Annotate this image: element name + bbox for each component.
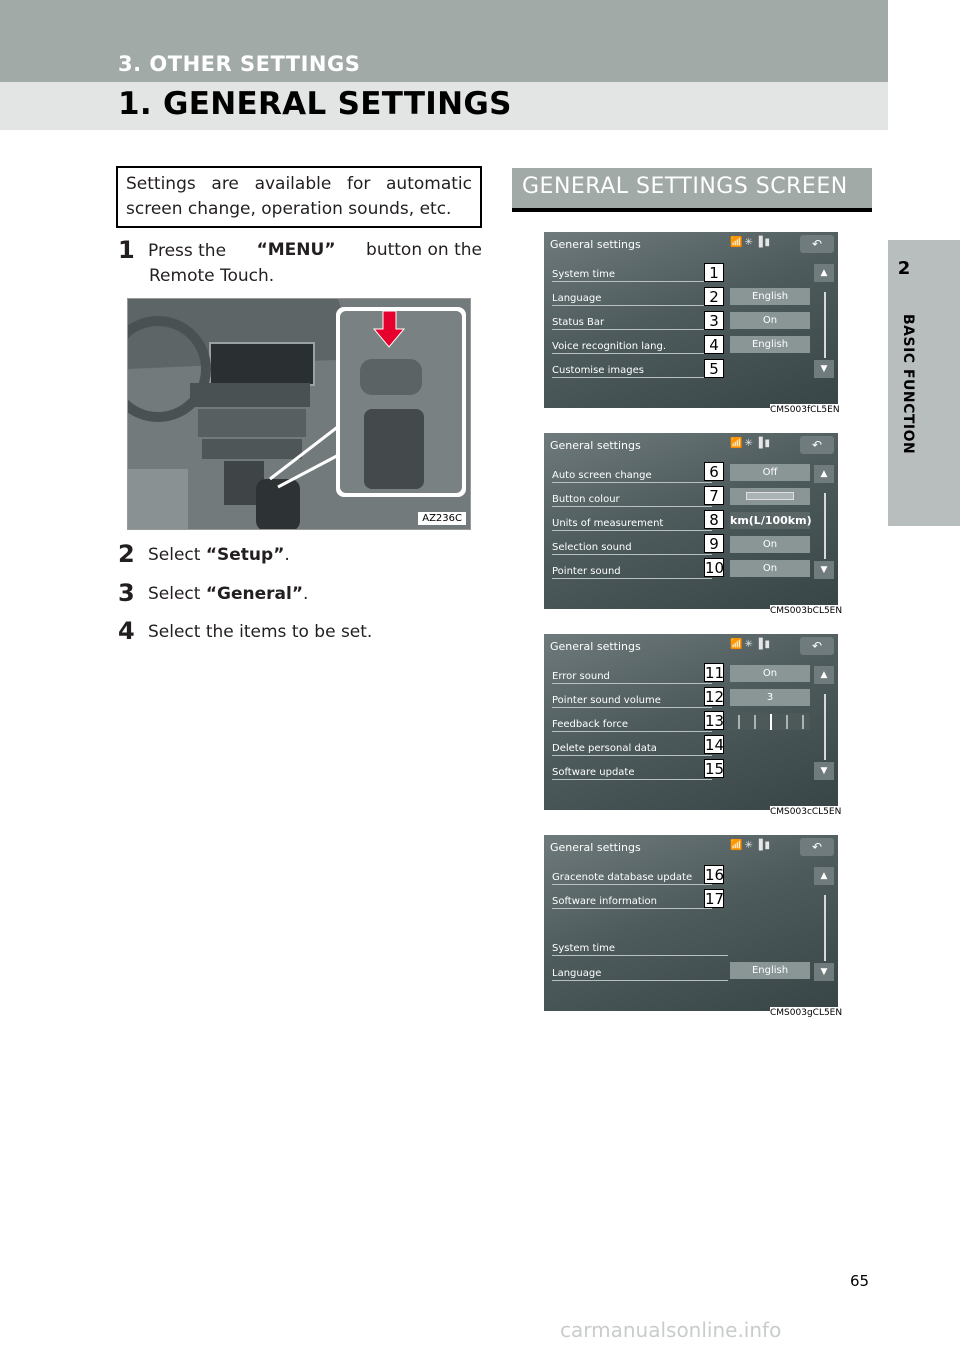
button-colour-swatch — [730, 488, 810, 505]
setting-value: km(L/100km) — [730, 514, 812, 527]
setting-row[interactable]: Feedback force — [552, 712, 712, 732]
step-3: 3 Select “General”. — [118, 579, 309, 607]
screen-title: General settings — [550, 439, 641, 452]
page-number: 65 — [850, 1272, 870, 1290]
callout-badge: 2 — [704, 287, 724, 306]
side-tab-spacer — [888, 0, 960, 240]
scroll-down-button[interactable]: ▼ — [814, 561, 834, 579]
callout-badge: 6 — [704, 462, 724, 481]
scrollbar[interactable] — [824, 493, 826, 559]
callout-badge: 17 — [705, 890, 725, 908]
back-button[interactable]: ↶ — [800, 838, 834, 856]
settings-screen-4 — [544, 835, 838, 1011]
setting-row[interactable]: Voice recognition lang. — [552, 334, 712, 354]
setup-reference: “Setup” — [205, 545, 285, 565]
callout-badge: 7 — [704, 486, 724, 505]
scroll-up-button[interactable]: ▲ — [814, 867, 834, 885]
step-number: 2 — [118, 540, 135, 568]
photo-caption: AZ236C — [418, 512, 466, 525]
setting-row[interactable]: System time — [552, 262, 712, 282]
callout-badge: 1 — [704, 263, 724, 282]
menu-button-reference: “MENU” — [256, 240, 336, 260]
console-photo — [127, 298, 471, 530]
setting-row[interactable]: System time — [552, 936, 728, 956]
intro-box: Settings are available for automatic screen change, operation sounds, etc. — [116, 166, 482, 228]
section-label: 3. OTHER SETTINGS — [118, 52, 361, 76]
back-button[interactable]: ↶ — [800, 436, 834, 454]
status-icons: 📶✳▐▮ — [730, 639, 773, 650]
callout-badge: 8 — [704, 510, 724, 529]
scrollbar[interactable] — [824, 292, 826, 358]
step-1: 1 Press the “MENU” button on the Remote Touch. — [118, 236, 482, 286]
callout-badge: 16 — [705, 866, 725, 884]
settings-screen-1 — [544, 232, 838, 408]
screen-code: CMS003gCL5EN — [770, 1008, 843, 1018]
scrollbar[interactable] — [824, 694, 826, 760]
setting-value: On — [730, 312, 810, 329]
step-number: 4 — [118, 617, 135, 645]
chapter-number: 2 — [897, 258, 911, 279]
callout-badge: 13 — [705, 712, 725, 730]
back-button[interactable]: ↶ — [800, 637, 834, 655]
status-icons: 📶✳▐▮ — [730, 438, 773, 449]
setting-value: On — [730, 665, 810, 682]
screen-title: General settings — [550, 238, 641, 251]
callout-badge: 12 — [705, 688, 725, 706]
watermark: carmanualsonline.info — [560, 1318, 782, 1342]
setting-row[interactable]: Delete personal data — [552, 736, 712, 756]
scrollbar[interactable] — [824, 895, 826, 961]
setting-value: Off — [730, 464, 810, 481]
screen-title: General settings — [550, 640, 641, 653]
step-4: 4 Select the items to be set. — [118, 617, 373, 645]
scroll-up-button[interactable]: ▲ — [814, 465, 834, 483]
callout-badge: 11 — [705, 664, 725, 682]
callout-badge: 4 — [704, 335, 724, 354]
page-heading: 1. GENERAL SETTINGS — [118, 86, 512, 122]
status-icons: 📶✳▐▮ — [730, 237, 773, 248]
heading-rule — [512, 208, 872, 212]
chapter-label: BASIC FUNCTION — [900, 314, 916, 455]
callout-badge: 14 — [705, 736, 725, 754]
step-number: 1 — [118, 236, 135, 264]
screen-code: CMS003bCL5EN — [770, 606, 843, 616]
scroll-down-button[interactable]: ▼ — [814, 963, 834, 981]
setting-row[interactable]: Error sound — [552, 664, 712, 684]
setting-row[interactable]: Auto screen change — [552, 463, 712, 483]
setting-row[interactable]: Language — [552, 286, 712, 306]
step-number: 3 — [118, 579, 135, 607]
feedback-force-slider[interactable] — [730, 713, 810, 730]
setting-value: On — [730, 536, 810, 553]
setting-row[interactable]: Customise images — [552, 358, 712, 378]
setting-row[interactable]: Units of measurement — [552, 511, 712, 531]
setting-value: 3 — [730, 689, 810, 706]
screen-code: CMS003fCL5EN — [770, 405, 840, 415]
setting-row[interactable]: Selection sound — [552, 535, 712, 555]
setting-value: English — [730, 288, 810, 305]
step-2: 2 Select “Setup”. — [118, 540, 290, 568]
settings-screen-2 — [544, 433, 838, 609]
callout-badge: 10 — [705, 559, 725, 577]
setting-row[interactable]: Software update — [552, 760, 712, 780]
callout-badge: 3 — [704, 311, 724, 330]
setting-value: On — [730, 560, 810, 577]
setting-row[interactable]: Gracenote database update — [552, 865, 712, 885]
back-button[interactable]: ↶ — [800, 235, 834, 253]
setting-row[interactable]: Pointer sound volume — [552, 688, 712, 708]
setting-row[interactable]: Status Bar — [552, 310, 712, 330]
screen-title: General settings — [550, 841, 641, 854]
setting-value: English — [730, 336, 810, 353]
callout-badge: 15 — [705, 760, 725, 778]
scroll-up-button[interactable]: ▲ — [814, 264, 834, 282]
setting-row[interactable]: Button colour — [552, 487, 712, 507]
setting-row[interactable]: Language — [552, 961, 728, 981]
screen-code: CMS003cCL5EN — [770, 807, 842, 817]
scroll-down-button[interactable]: ▼ — [814, 360, 834, 378]
console-illustration — [128, 299, 471, 530]
screen-section-heading: GENERAL SETTINGS SCREEN — [512, 168, 872, 210]
status-icons: 📶✳▐▮ — [730, 840, 773, 851]
scroll-down-button[interactable]: ▼ — [814, 762, 834, 780]
setting-row[interactable]: Pointer sound — [552, 559, 712, 579]
general-reference: “General” — [205, 584, 304, 604]
scroll-up-button[interactable]: ▲ — [814, 666, 834, 684]
settings-screen-3 — [544, 634, 838, 810]
setting-value: English — [730, 962, 810, 979]
callout-badge: 5 — [704, 359, 724, 378]
callout-badge: 9 — [704, 534, 724, 553]
setting-row[interactable]: Software information — [552, 889, 712, 909]
